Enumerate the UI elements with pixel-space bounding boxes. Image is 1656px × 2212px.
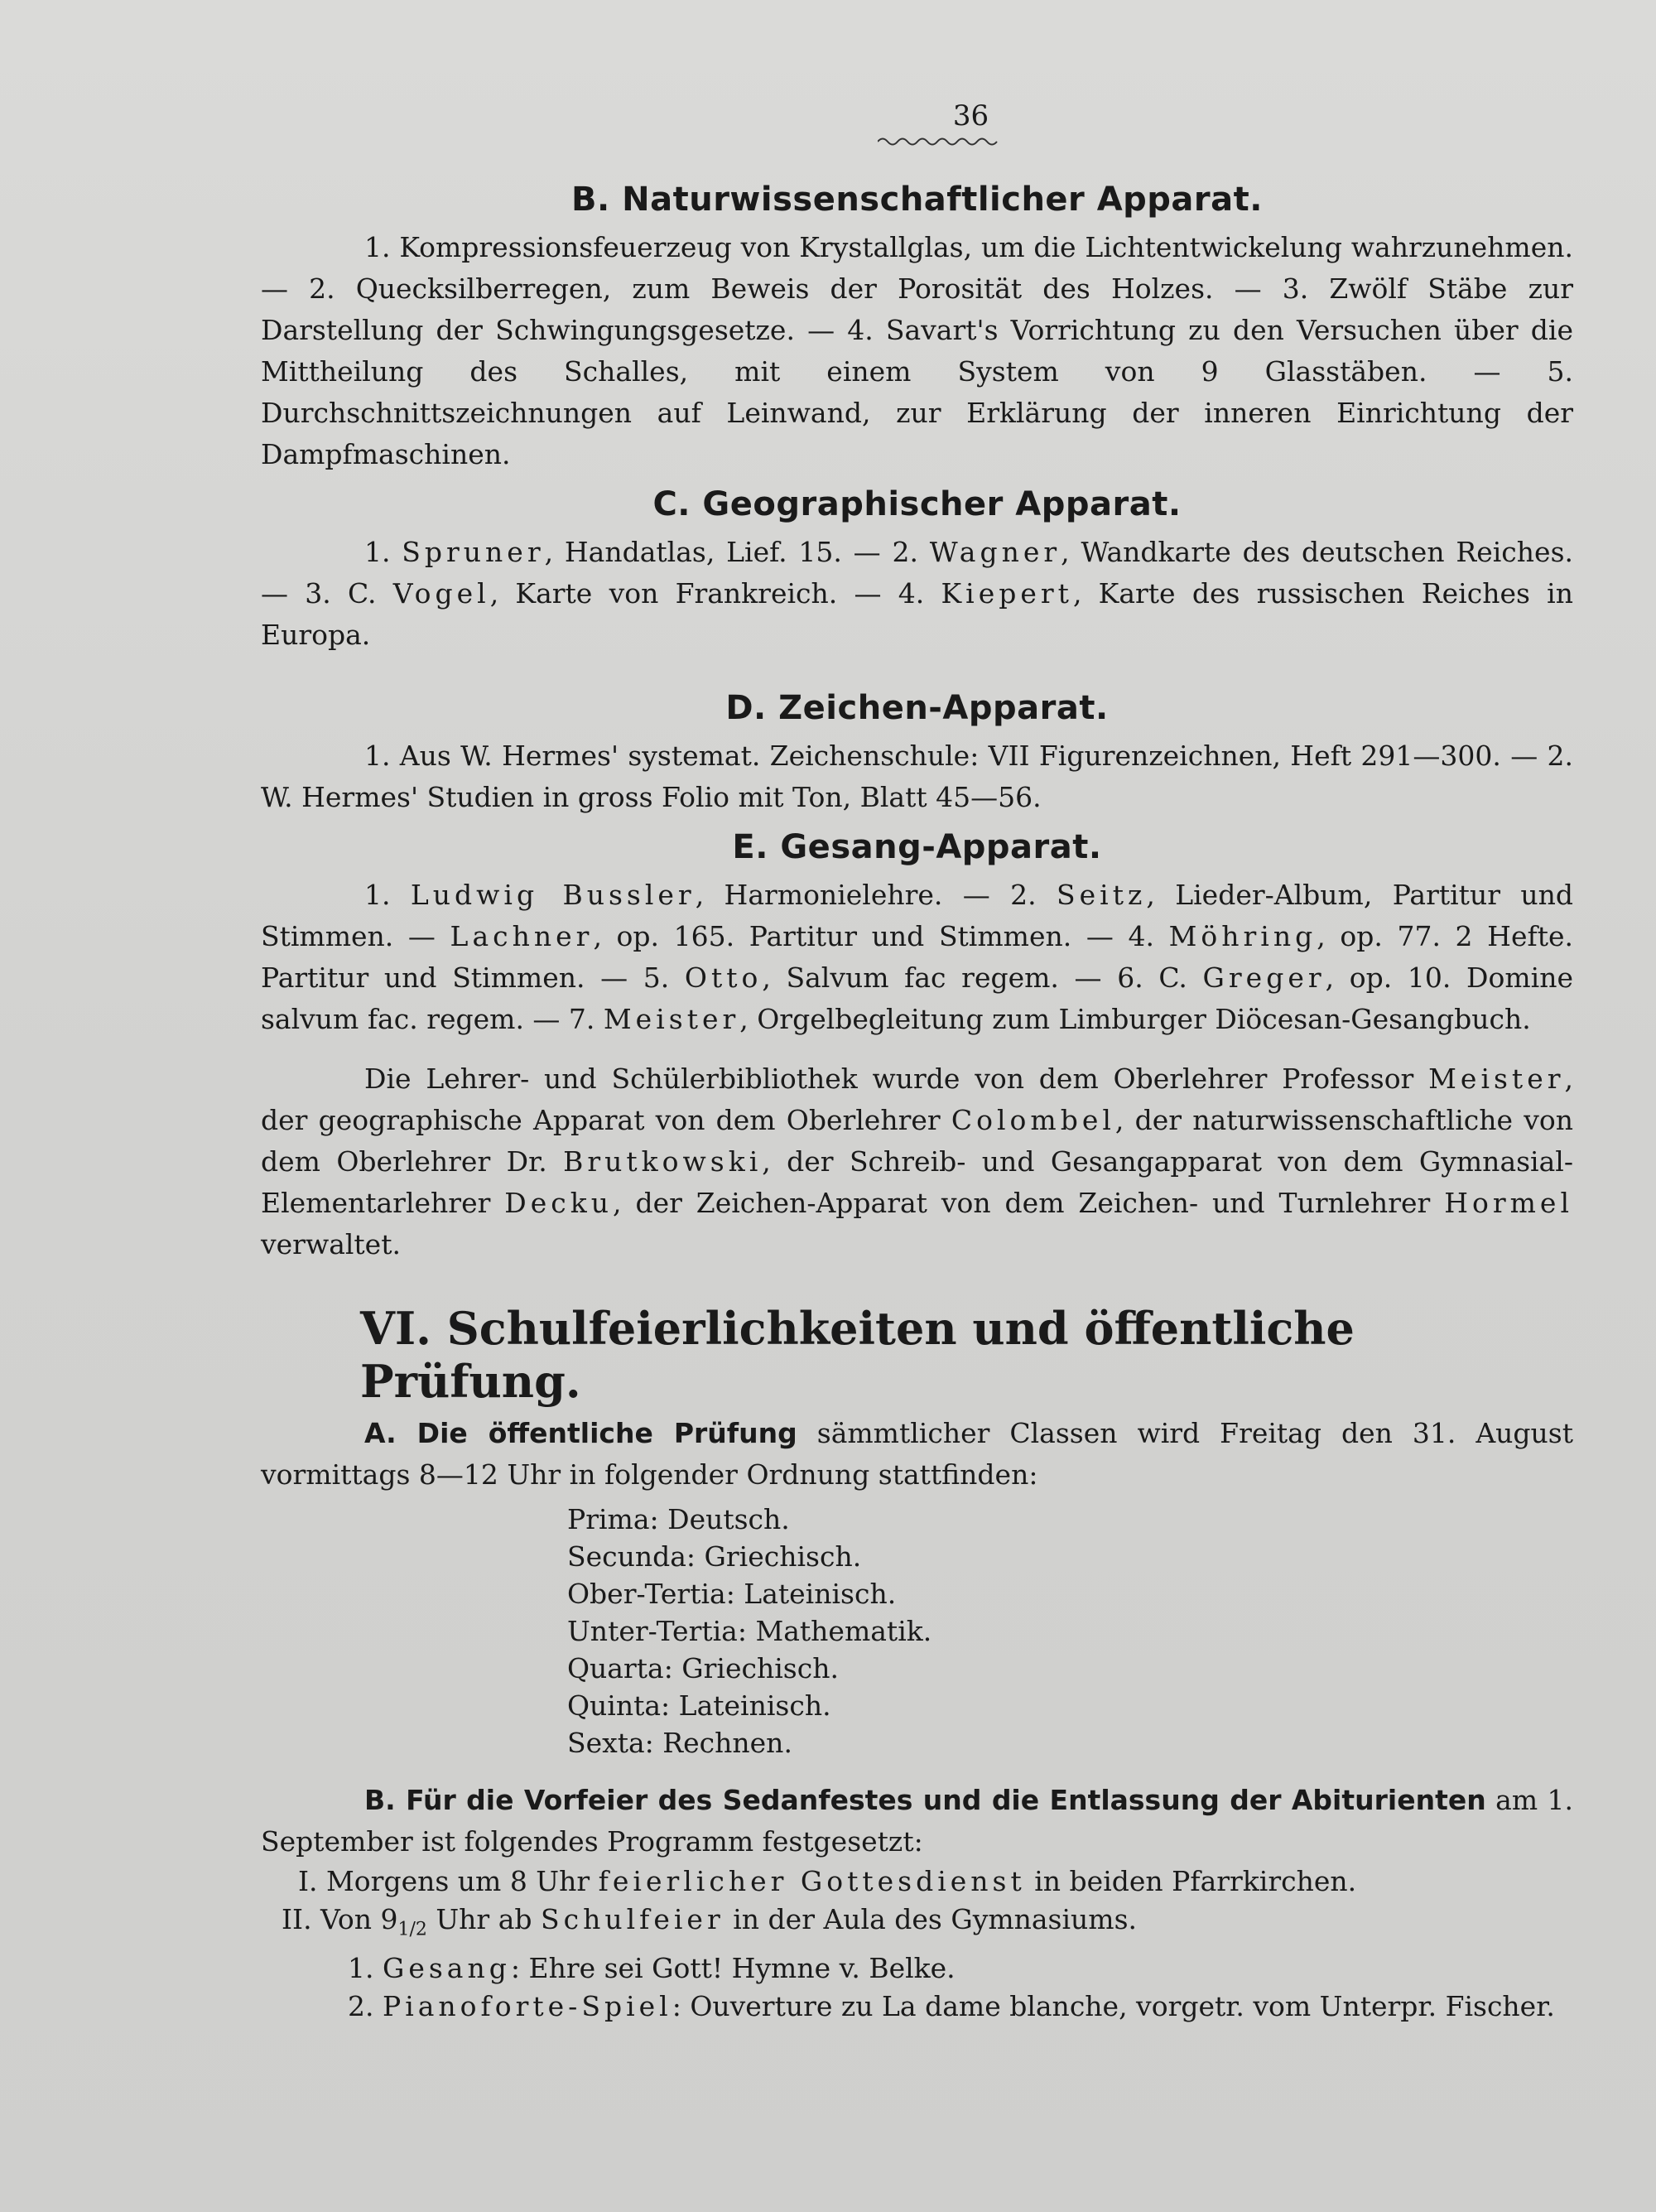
schedule-item: Prima: Deutsch.: [567, 1503, 790, 1535]
chapter-vi-heading: VI. Schulfeierlichkeiten und öffentliche Prüfung.: [360, 1302, 1355, 1408]
schedule-item: Secunda: Griechisch.: [567, 1540, 862, 1573]
para-zeichen-apparat: 1. Aus W. Hermes' systemat. Zeichenschule: VII Figurenzeichnen, Heft 291—300. — 2. W. Hermes' Studien in gross Folio mit Ton, Blatt 45—56.: [261, 740, 1573, 813]
schedule-item: Quinta: Lateinisch.: [567, 1689, 831, 1722]
para-naturwissenschaftlicher-apparat: 1. Kompressionsfeuerzeug von Krystallglas, um die Lichtentwickelung wahrzunehmen. — 2. Quecksilberregen, zum Beweis der Porosität des Holzes. — 3. Zwölf Stäbe zur Darstellung der Schwingungsgesetze. — 4. Savart's Vorrichtung zu den Versuchen über die Mittheilung des Schalles, mit einem System von 9 Glasstäben. — 5. Durchschnittszeichnungen auf Leinwand, zur Erklärung der inneren Einrichtung der Dampfmaschinen.: [261, 231, 1573, 470]
page-content: [261, 99, 1573, 2026]
schedule-item: Unter-Tertia: Mathematik.: [567, 1615, 932, 1647]
para-bibliothek-verwaltung: Die Lehrer- und Schülerbibliothek wurde von dem Oberlehrer Professor Meister, der geographische Apparat von dem Oberlehrer Colombel, der naturwissenschaftliche von dem Oberlehrer Dr. Brutkowski, der Schreib- und Gesangapparat von dem Gymnasial-Elementarlehrer Decku, der Zeichen-Apparat von dem Zeichen- und Turnlehrer Hormel verwaltet.: [261, 1063, 1574, 1260]
heading-naturwissenschaftlicher-apparat: B. Naturwissenschaftlicher Apparat.: [571, 181, 1263, 219]
heading-zeichen-apparat: D. Zeichen-Apparat.: [725, 689, 1109, 727]
para-geographischer-apparat: 1. Spruner, Handatlas, Lief. 15. — 2. Wagner, Wandkarte des deutschen Reiches. — 3. C. Vogel, Karte von Frankreich. — 4. Kiepert, Karte des russischen Reiches in Europa.: [261, 536, 1573, 651]
schedule-item: Sexta: Rechnen.: [567, 1727, 792, 1759]
programm-item: 1. Gesang: Ehre sei Gott! Hymne v. Belke.: [348, 1951, 956, 1984]
heading-geographischer-apparat: C. Geographischer Apparat.: [652, 485, 1182, 523]
para-gesang-apparat: 1. Ludwig Bussler, Harmonielehre. — 2. Seitz, Lieder-Album, Partitur und Stimmen. — Lachner, op. 165. Partitur und Stimmen. — 4. Möhring, op. 77. 2 Hefte. Partitur und Stimmen. — 5. Otto, Salvum fac regem. — 6. C. Greger, op. 10. Domine salvum fac. regem. — 7. Meister, Orgelbegleitung zum Limburger Diöcesan-Gesangbuch.: [261, 879, 1573, 1035]
schedule-item: Quarta: Griechisch.: [567, 1652, 839, 1684]
programm-item: I. Morgens um 8 Uhr feierlicher Gottesdienst in beiden Pfarrkirchen.: [298, 1865, 1357, 1897]
para-sedanfest-programm: B. Für die Vorfeier des Sedanfestes und die Entlassung der Abiturienten am 1. September ist folgendes Programm festgesetzt:: [261, 1784, 1574, 1858]
wavy-ornament: [878, 136, 1002, 147]
pruefung-schedule: [567, 1501, 1573, 1761]
schedule-item: Ober-Tertia: Lateinisch.: [567, 1578, 897, 1610]
page-number: 36: [952, 99, 989, 133]
programm-list: [261, 1863, 1573, 2026]
para-oeffentliche-pruefung: A. Die öffentliche Prüfung sämmtlicher Classen wird Freitag den 31. August vormittags 8—12 Uhr in folgender Ordnung stattfinden:: [261, 1417, 1573, 1491]
programm-item: 2. Pianoforte-Spiel: Ouverture zu La dame blanche, vorgetr. vom Unterpr. Fischer.: [348, 1989, 1555, 2022]
programm-item: II. Von $9_{1/2}$ Uhr ab Schulfeier in der Aula des Gymnasiums.: [282, 1903, 1138, 1940]
heading-gesang-apparat: E. Gesang-Apparat.: [732, 828, 1102, 866]
